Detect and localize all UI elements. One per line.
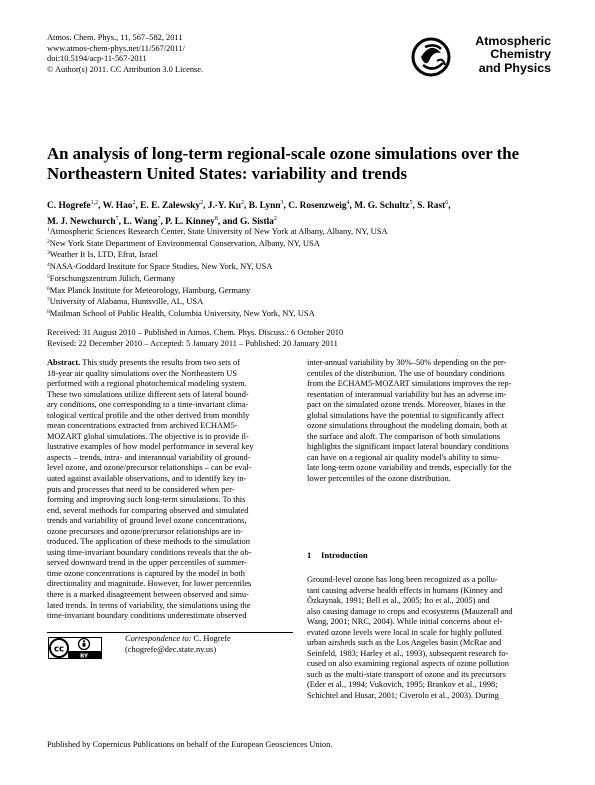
affiliation-number: 8 [47,308,50,315]
abstract-line-text: inter-annual variability by 30%–50% depending on the per- [307,358,507,367]
paper-title: An analysis of long-term regional-scale ozone simulations over the Northeastern United States: variability and trends [47,144,520,183]
intro-line [307,680,553,691]
author-name: B. Lynn [248,201,281,212]
intro-line-text: tant causing adverse health effects in humans (Kinney and [307,585,503,595]
abstract-line [47,453,293,464]
affiliation-number: 1 [47,227,50,233]
intro-line [307,649,553,660]
abstract-line [307,421,553,432]
abstract-line [47,516,293,527]
logo-line-1: Atmospheric [475,34,551,48]
affiliation-item [47,260,557,272]
citation-doi[interactable]: doi:10.5194/acp-11-567-2011 [47,54,147,64]
abstract-line [307,390,553,401]
abstract-left-column [47,358,293,622]
affiliation-item [47,284,557,296]
abstract-line-text: the surface and aloft. The comparison of both simulations [307,431,501,441]
affiliation-text: NASA-Goddard Institute for Space Studies, New York, NY, USA [49,261,273,272]
abstract-line [47,506,293,517]
abstract-line-text: using time-invariant boundary conditions reveals that the ob- [47,547,252,557]
abstract-line-text: 18-year air quality simulations over the Northeastern US [47,368,238,378]
author-affiliation-marker: 3 [280,200,284,206]
abstract-line [47,358,293,369]
introduction-text [307,575,553,702]
intro-line [307,596,553,607]
correspondence-name: C. Hogrefe [193,634,231,643]
correspondence-note [125,634,231,655]
cc-by-license-icon [48,637,102,659]
abstract-line [47,495,293,506]
footnote-rule [47,632,293,633]
abstract-line [307,411,553,422]
abstract-line-text: lated trends. In terms of variability, the simulations using the [47,600,251,610]
abstract-line-text: performed with a regional photochemical modeling system. [47,379,247,389]
abstract-line [47,369,293,380]
abstract-line [47,579,293,590]
abstract-line-text: time-invariant boundary conditions underestimate observed [47,611,247,621]
abstract-line-text: highlights the significant impact lateral boundary conditions [307,442,509,452]
abstract-line [307,369,553,380]
intro-line [307,617,553,628]
correspondence-email[interactable]: (chogrefe@dec.state.ny.us) [125,644,217,654]
abstract-line-text: ozone simulations throughout the modeling domain, both at [307,421,508,431]
svg-text:cc: cc [53,644,65,655]
affiliation-item [47,237,557,249]
abstract-line [307,400,553,411]
abstract-line-text: centiles of the distribution. The use of boundary conditions [307,368,505,378]
journal-logo-text [457,35,551,75]
abstract-line [47,601,293,612]
abstract-line [47,537,293,548]
abstract-line-text: troduced. The application of these methods to the simulation [47,537,250,547]
intro-line-text: urban airsheds such as the Los Angeles basin (McRae and [307,638,502,648]
author-affiliation-marker: 1,2 [90,200,99,206]
intro-line [307,670,553,681]
author-affiliation-marker: 5 [409,200,413,206]
author-affiliation-marker: 2 [273,216,277,223]
abstract-line [307,432,553,443]
abstract-line-text: lustrative examples of how model performance in several key [47,442,254,452]
abstract-line-text: forming and improving such long-term simulations. To this [47,495,246,505]
intro-line-text: Seinfeld, 1983; Harley et al., 1993), subsequent research fo- [307,648,509,658]
affiliation-text: Mailman School of Public Health, Columbia University, New York, NY, USA [49,307,315,318]
abstract-line [47,400,293,411]
affiliation-number: 3 [47,250,50,257]
abstract-line [47,611,293,622]
author-name: P. L. Kinney [165,217,215,228]
affiliation-item [47,248,557,260]
abstract-line-text: from the ECHAM5-MOZART simulations improves the rep- [307,379,512,389]
abstract-line [307,358,553,369]
abstract-line-text: aspects – trends, intra- and interannual variability of ground- [47,452,251,462]
abstract-line [47,485,293,496]
citation-url[interactable]: www.atmos-chem-phys.net/11/567/2011/ [47,43,185,53]
author-name: C. Rosenzweig [288,201,347,212]
abstract-line [307,463,553,474]
author-affiliation-marker: 2 [132,200,136,206]
abstract-line-text: end, several methods for comparing observed and simulated [47,505,249,515]
abstract-line-text: global simulations have the potential to significantly affect [307,410,504,420]
publication-dates [47,327,557,349]
abstract-line-text: These two simulations utilize different sets of lateral bound- [47,389,249,399]
author-affiliation-marker: 7 [115,216,119,223]
intro-line-text: such as the multi-state transport of ozone and its precursors [307,669,506,679]
abstract-line [47,548,293,559]
dates-revised: Revised: 22 December 2010 – Accepted: 5 January 2011 – Published: 20 January 2011 [47,339,338,349]
abstract-line [47,527,293,538]
logo-line-3: and Physics [478,60,551,75]
abstract-line [47,432,293,443]
affiliation-list [47,225,557,319]
affiliation-number: 4 [47,262,50,269]
abstract-line-text: ary conditions, one corresponding to a time-invariant clima- [47,400,249,410]
abstract-line [47,442,293,453]
abstract-line-text: served downward trend in the upper percentiles of summer- [47,558,247,568]
affiliation-text: New York State Department of Environmental Conservation, Albany, NY, USA [49,237,320,248]
abstract-line [47,411,293,422]
abstract-line-text: resentation of interannual variability but has an adverse im- [307,389,507,399]
abstract-line [47,474,293,485]
affiliation-item [47,307,557,319]
intro-line-text: cused on also examining regional aspects of ozone pollution [307,659,509,669]
intro-line [307,607,553,618]
publisher-footer: Published by Copernicus Publications on behalf of the European Geosciences Union. [47,740,333,749]
abstract-line-text: level ozone, and ozone/precursor relationships – can be eval- [47,463,252,473]
logo-line-2: Chemistry [490,47,551,62]
author-name: E. E. Zalewsky [140,201,201,212]
citation-block [47,33,203,75]
intro-line [307,586,553,597]
abstract-line [47,463,293,474]
intro-line-text: Wang, 2001; NRC, 2004). While initial concerns about el- [307,617,503,627]
abstract-line-text: late long-term ozone variability and trends, especially for the [307,463,512,473]
abstract-line-text: mean concentrations extracted from archived ECHAM5- [47,421,238,431]
cc-badge-label: BY [79,653,89,659]
correspondence-label: Correspondence to: [125,634,192,643]
egu-logo-icon [411,31,455,81]
intro-line [307,691,553,702]
abstract-line [47,421,293,432]
author-name: G. Sistla [240,217,274,228]
intro-line-text: Ground-level ozone has long been recognized as a pollu- [307,575,498,584]
intro-line-text: Schichtel and Husar, 2001; Civerolo et al., 2003). During [307,691,499,701]
affiliation-item [47,225,557,237]
affiliation-item [47,272,557,284]
intro-line-text: (Eder et al., 1994; Vukovich, 1995; Brankov et al., 1998; [307,680,498,690]
section-heading [307,550,368,560]
section-title: Introduction [321,550,368,560]
intro-line-text: Özkaynak, 1991; Bell et al., 2005; Ito et al., 2005) and [307,596,490,606]
abstract-line-text: tological vertical profile and the other derived from monthly [47,410,250,420]
affiliation-number: 7 [47,297,50,304]
abstract-line-text: time ozone concentrations is captured by the model in both [47,568,245,578]
affiliation-number: 5 [47,273,50,280]
abstract-line [47,569,293,580]
author-affiliation-marker: 4 [346,200,350,206]
abstract-line-text: MOZART global simulations. The objective is to provide il- [47,431,249,441]
author-name: M. J. Newchurch [47,217,116,228]
abstract-line-text: ozone precursors and ozone/precursor relationships are in- [47,526,243,536]
citation-license: © Author(s) 2011. CC Attribution 3.0 License. [47,64,204,74]
journal-logo [411,31,551,87]
affiliation-item [47,295,557,307]
citation-journal: Atmos. Chem. Phys., 11, 567–582, 2011 [47,33,183,42]
affiliation-text: Weather It Is, LTD, Efrat, Israel [49,249,158,260]
author-affiliation-marker: 6 [445,200,449,206]
abstract-line-text: pact on the simulated ozone trends. Moreover, biases in the [307,400,506,410]
intro-line [307,628,553,639]
author-affiliation-marker: 2 [241,200,245,206]
affiliation-number: 2 [47,238,50,245]
intro-line [307,638,553,649]
author-affiliation-marker: 2 [200,200,204,206]
intro-line [307,659,553,670]
abstract-label: Abstract. [47,358,81,367]
author-name: M. G. Schultz [354,201,410,212]
affiliation-number: 6 [47,285,50,292]
abstract-line-text: lower percentiles of the ozone distribution. [307,474,451,484]
author-name: L. Wang [123,217,158,228]
abstract-line [47,590,293,601]
intro-line-text: also causing damage to crops and ecosystems (Mauzerall and [307,606,513,616]
affiliation-text: Max Planck Institute for Meteorology, Hamburg, Germany [49,284,251,295]
affiliation-text: Forschungszentrum Jülich, Germany [49,272,176,283]
section-number: 1 [307,550,312,560]
intro-line [307,575,553,586]
author-name: J.-Y. Ku [207,201,242,212]
abstract-line [47,558,293,569]
abstract-line-text: uated against available observations, and to identify key in- [47,474,247,484]
abstract-line-text: can have on a regional air quality model's ability to simu- [307,452,500,462]
abstract-line [307,379,553,390]
author-name: C. Hogrefe [47,201,91,212]
affiliation-text: University of Alabama, Huntsville, AL, USA [49,296,204,307]
abstract-right-column [307,358,553,485]
affiliation-text: Atmospheric Sciences Research Center, State University of New York at Albany, Albany, NY, USA [49,226,388,236]
author-affiliation-marker: 7 [157,216,161,223]
abstract-line [47,379,293,390]
author-affiliation-marker: 8 [214,216,218,223]
author-list: C. Hogrefe$^{1,2}$, W. Hao$^2$, E. E. Zalewsky$^2$, J.-Y. Ku$^2$, B. Lynn$^3$, C. Rosenzweig$^4$, M. G. Schultz$^5$, S. Rast$^6$, M. J. Newchurch$^7$, L. Wang$^7$, P. L. Kinney$^8$, and G. Sistla$^2$ [47,200,451,228]
abstract-line [307,474,553,485]
author-name: W. Hao [102,201,133,212]
abstract-line [47,390,293,401]
abstract-line-text: trends and variability of ground level ozone concentrations, [47,516,247,526]
dates-received: Received: 31 August 2010 – Published in Atmos. Chem. Phys. Discuss.: 6 October 2010 [47,328,344,337]
abstract-line-text: there is a marked disagreement between observed and simu- [47,590,249,600]
abstract-line-text: puts and processes that need to be considered when per- [47,484,235,494]
abstract-line-text: This study presents the results from two sets of [80,358,240,367]
abstract-line [307,442,553,453]
author-name: S. Rast [417,201,446,212]
abstract-line-text: directionality and magnitude. However, for lower percentiles [47,579,252,589]
intro-line-text: evated ozone levels were local in scale for highly polluted [307,627,502,637]
abstract-line [307,453,553,464]
